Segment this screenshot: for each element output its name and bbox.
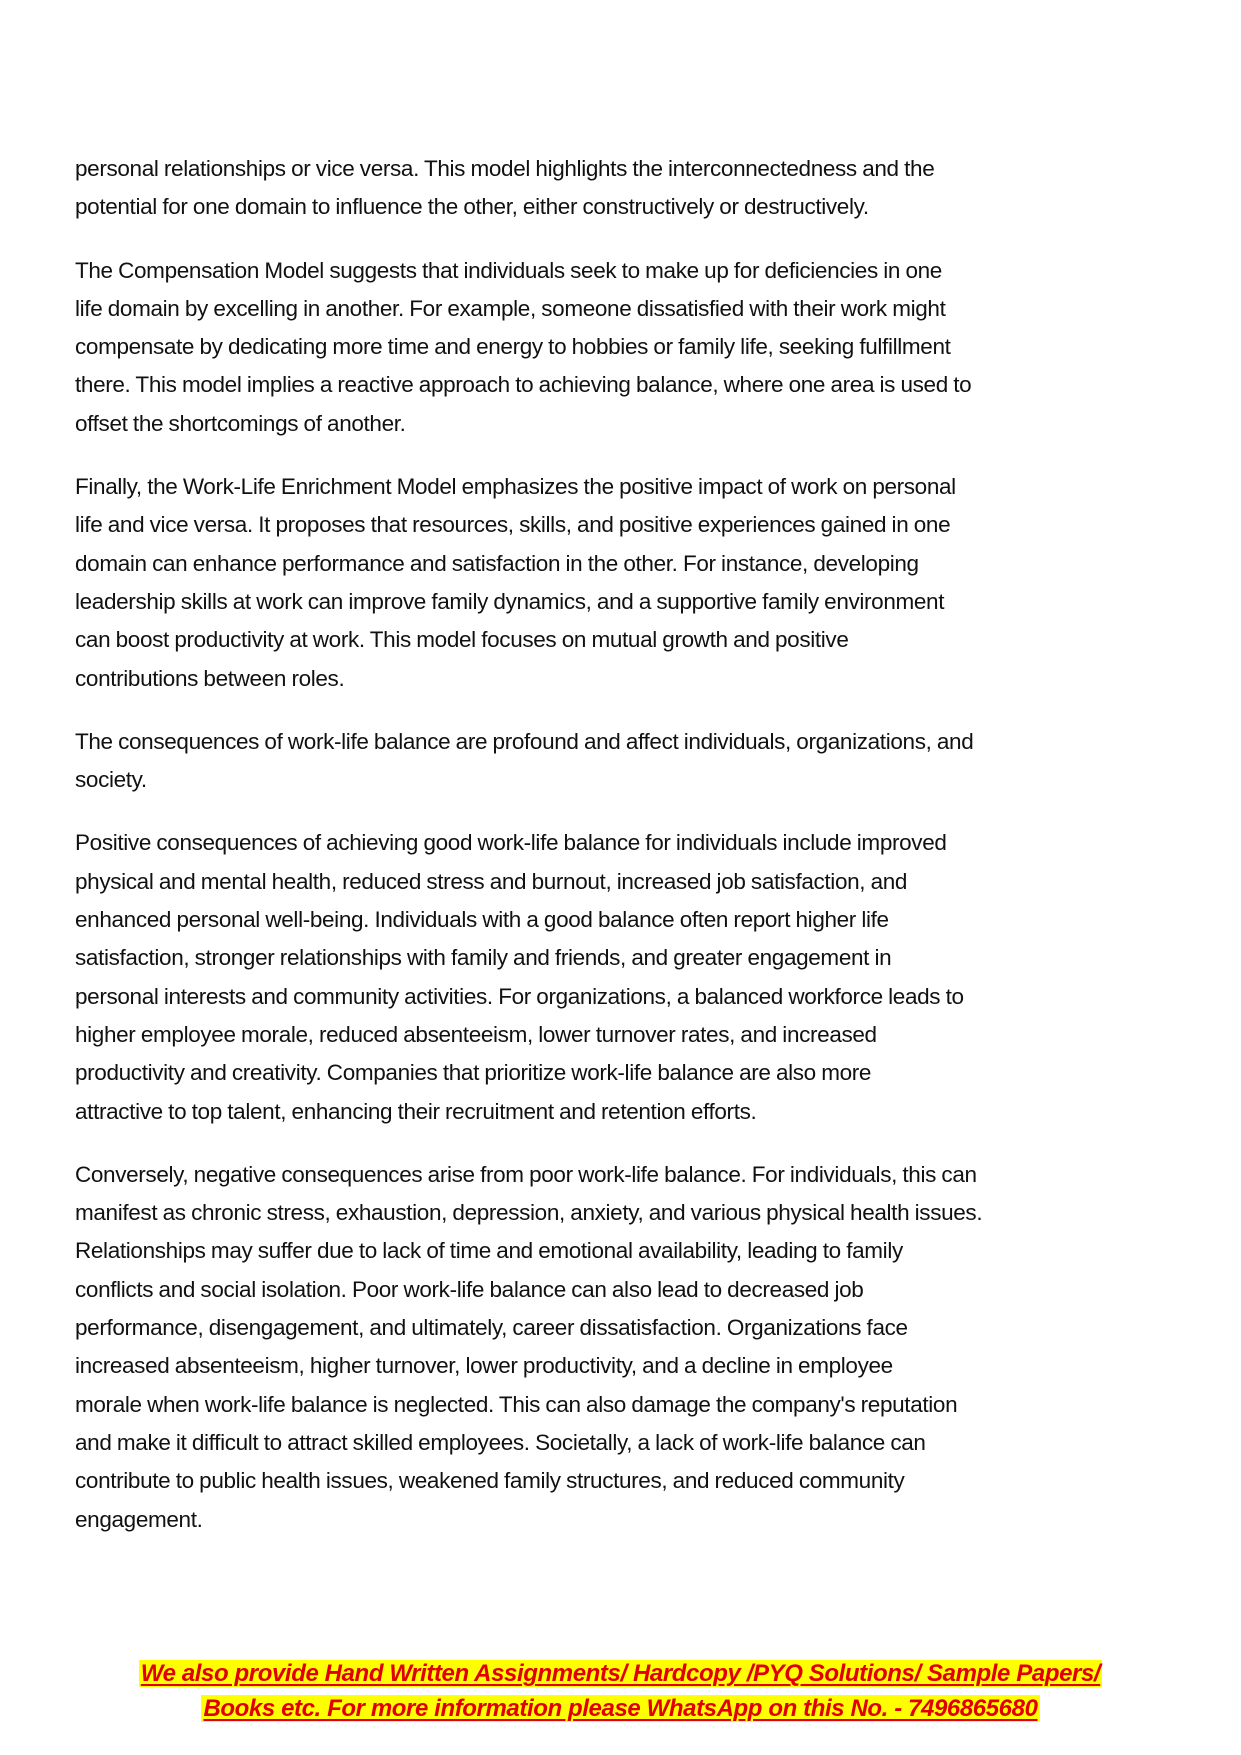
- text-line: attractive to top talent, enhancing their recruitment and retention efforts.: [75, 1098, 757, 1124]
- text-line: enhanced personal well-being. Individuals with a good balance often report higher life: [75, 907, 889, 933]
- paragraph-negative-consequences: [75, 1156, 1185, 1539]
- text-line: higher employee morale, reduced absenteeism, lower turnover rates, and increased: [75, 1021, 877, 1047]
- text-line: The consequences of work-life balance are profound and affect individuals, organizations, and: [75, 728, 974, 754]
- promo-footer: [0, 1656, 1241, 1726]
- text-line: Conversely, negative consequences arise from poor work-life balance. For individuals, this can: [75, 1161, 977, 1187]
- text-line: personal interests and community activities. For organizations, a balanced workforce leads to: [75, 983, 964, 1009]
- paragraph-consequences-intro: [75, 723, 1185, 800]
- text-line: personal relationships or vice versa. This model highlights the interconnectedness and the: [75, 156, 935, 181]
- promo-line-1: We also provide Hand Written Assignments/ Hardcopy /PYQ Solutions/ Sample Papers/: [140, 1660, 1101, 1687]
- text-line: can boost productivity at work. This model focuses on mutual growth and positive: [75, 627, 849, 653]
- text-line: morale when work-life balance is neglected. This can also damage the company's reputation: [75, 1391, 958, 1417]
- text-line: contributions between roles.: [75, 665, 345, 691]
- paragraph-positive-consequences: [75, 824, 1185, 1130]
- text-line: Finally, the Work-Life Enrichment Model emphasizes the positive impact of work on personal: [75, 474, 956, 500]
- paragraph-interconnection-model: [75, 150, 1185, 227]
- document-body: [75, 150, 1185, 1564]
- text-line: life domain by excelling in another. For example, someone dissatisfied with their work might: [75, 295, 946, 321]
- paragraph-enrichment-model: [75, 468, 1185, 698]
- text-line: Relationships may suffer due to lack of time and emotional availability, leading to family: [75, 1238, 903, 1264]
- text-line: potential for one domain to influence the other, either constructively or destructively.: [75, 194, 869, 220]
- text-line: leadership skills at work can improve family dynamics, and a supportive family environment: [75, 588, 945, 614]
- text-line: satisfaction, stronger relationships with family and friends, and greater engagement in: [75, 945, 892, 971]
- text-line: contribute to public health issues, weakened family structures, and reduced community: [75, 1468, 905, 1494]
- text-line: domain can enhance performance and satisfaction in the other. For instance, developing: [75, 550, 919, 576]
- text-line: physical and mental health, reduced stress and burnout, increased job satisfaction, and: [75, 868, 908, 894]
- text-line: manifest as chronic stress, exhaustion, depression, anxiety, and various physical health issues.: [75, 1200, 983, 1226]
- promo-line-2-whatsapp: Books etc. For more information please WhatsApp on this No. - 7496865680: [203, 1695, 1038, 1722]
- text-line: The Compensation Model suggests that individuals seek to make up for deficiencies in one: [75, 257, 942, 283]
- text-line: engagement.: [75, 1506, 203, 1532]
- text-line: Positive consequences of achieving good work-life balance for individuals include improved: [75, 830, 947, 856]
- text-line: productivity and creativity. Companies that prioritize work-life balance are also more: [75, 1060, 872, 1086]
- text-line: compensate by dedicating more time and energy to hobbies or family life, seeking fulfillment: [75, 334, 951, 360]
- text-line: there. This model implies a reactive approach to achieving balance, where one area is used to: [75, 372, 972, 398]
- text-line: performance, disengagement, and ultimately, career dissatisfaction. Organizations face: [75, 1315, 908, 1341]
- text-line: increased absenteeism, higher turnover, lower productivity, and a decline in employee: [75, 1353, 893, 1379]
- text-line: conflicts and social isolation. Poor work-life balance can also lead to decreased job: [75, 1276, 864, 1302]
- text-line: society.: [75, 767, 147, 793]
- text-line: offset the shortcomings of another.: [75, 410, 406, 436]
- paragraph-compensation-model: [75, 252, 1185, 443]
- text-line: life and vice versa. It proposes that resources, skills, and positive experiences gained in one: [75, 512, 951, 538]
- text-line: and make it difficult to attract skilled employees. Societally, a lack of work-life balance can: [75, 1429, 926, 1455]
